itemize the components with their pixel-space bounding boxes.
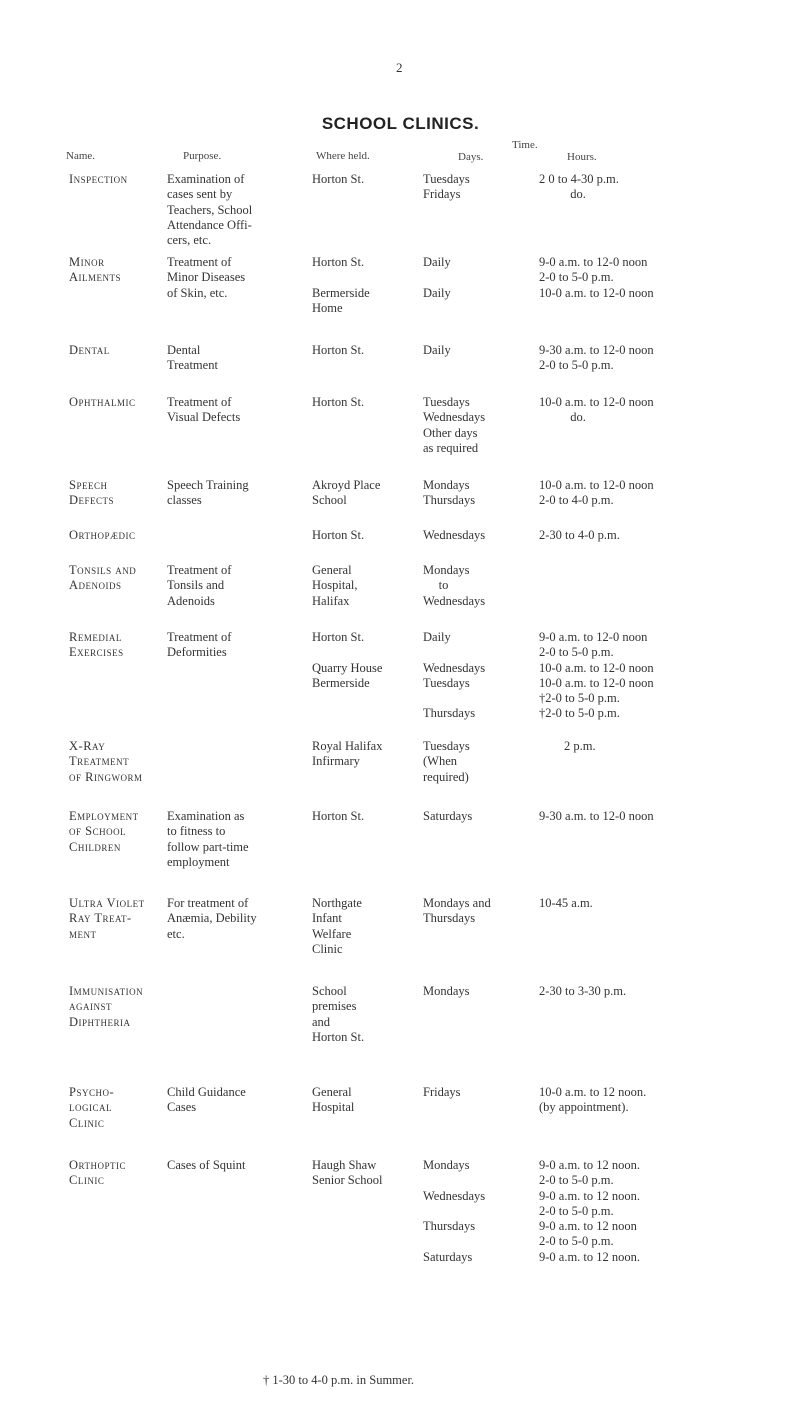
clinic-location: General Hospital [312,1085,355,1115]
clinic-name: X-Ray Treatment of Ringworm [69,739,143,784]
clinic-location: Horton St. [312,395,365,409]
clinic-name: Remedial Exercises [69,630,124,660]
clinic-hours: 10-45 a.m. [539,896,593,910]
clinic-purpose: Child Guidance Cases [167,1085,246,1115]
clinic-days: Daily Daily [423,255,451,300]
header-time: Time. [512,139,538,151]
page-number: 2 [396,60,403,75]
clinic-location: Royal Halifax Infirmary [312,739,383,769]
clinic-location: Northgate Infant Welfare Clinic [312,896,362,956]
page-title: SCHOOL CLINICS. [321,114,480,133]
clinic-days: Mondays Wednesdays Thursdays Saturdays [423,1158,486,1264]
clinic-days: Tuesdays Wednesdays Other days as required [423,395,486,455]
header-days: Days. [458,151,484,163]
clinic-purpose: Speech Training classes [167,478,249,508]
clinic-name: Dental [69,343,110,357]
clinic-location: Akroyd Place School [312,478,381,508]
clinic-purpose: Examination as to fitness to follow part-time employment [167,809,249,869]
clinic-location: Horton St. Bermerside Home [312,255,370,315]
clinic-hours: 2-30 to 3-30 p.m. [539,984,627,998]
clinic-days: Mondays and Thursdays [423,896,491,926]
clinic-name: Employment of School Children [69,809,139,854]
clinic-name: Ultra Violet Ray Treat- ment [69,896,145,941]
clinic-location: General Hospital, Halifax [312,563,358,608]
clinic-location: Horton St. [312,528,365,542]
clinic-name: Minor Ailments [69,255,122,285]
clinic-purpose: Treatment of Deformities [167,630,232,660]
clinic-days: Saturdays [423,809,473,823]
clinic-name: Orthopædic [69,528,136,542]
clinic-days: Tuesdays Fridays [423,172,470,202]
clinic-purpose: Treatment of Visual Defects [167,395,241,425]
clinic-hours: 9-0 a.m. to 12-0 noon 2-0 to 5-0 p.m. 10-0 a.m. to 12-0 noon 10-0 a.m. to 12-0 noon †2-0 to 5-0 p.m. †2-0 to 5-0 p.m. [539,630,654,721]
clinic-name: Ophthalmic [69,395,136,409]
header-where: Where held. [316,150,370,162]
clinic-hours: 9-0 a.m. to 12 noon. 2-0 to 5-0 p.m. 9-0 a.m. to 12 noon. 2-0 to 5-0 p.m. 9-0 a.m. to 12 noon 2-0 to 5-0 p.m. 9-0 a.m. to 12 noon. [539,1158,641,1264]
clinic-hours: 2 0 to 4-30 p.m. do. [539,172,619,202]
clinic-name: Immunisation against Diphtheria [69,984,144,1029]
clinic-days: Mondays [423,984,470,998]
clinic-location: Haugh Shaw Senior School [312,1158,383,1188]
clinic-days: Fridays [423,1085,461,1099]
clinic-name: Inspection [69,172,128,186]
footnote: † 1-30 to 4-0 p.m. in Summer. [263,1373,415,1387]
clinic-days: Wednesdays [423,528,486,542]
header-hours: Hours. [567,151,597,163]
clinic-name: Psycho- logical Clinic [69,1085,115,1130]
clinic-location: Horton St. [312,343,365,357]
clinic-location: Horton St. Quarry House Bermerside [312,630,383,690]
clinic-hours: 2 p.m. [539,739,596,753]
clinic-hours: 2-30 to 4-0 p.m. [539,528,620,542]
clinic-name: Tonsils and Adenoids [69,563,137,593]
clinic-purpose: Examination of cases sent by Teachers, School Attendance Offi- cers, etc. [167,172,253,248]
clinic-purpose: Treatment of Minor Diseases of Skin, etc. [167,255,246,300]
clinic-purpose: Treatment of Tonsils and Adenoids [167,563,232,608]
clinic-purpose: For treatment of Anæmia, Debility etc. [167,896,257,941]
clinic-days: Mondays to Wednesdays [423,563,486,608]
clinic-purpose: Cases of Squint [167,1158,246,1172]
clinic-name: Orthoptic Clinic [69,1158,126,1188]
clinic-location: Horton St. [312,809,365,823]
clinic-days: Daily Wednesdays Tuesdays Thursdays [423,630,486,721]
clinic-hours: 10-0 a.m. to 12-0 noon do. [539,395,654,425]
header-purpose: Purpose. [183,150,222,162]
clinic-purpose: Dental Treatment [167,343,218,373]
clinic-hours: 9-0 a.m. to 12-0 noon 2-0 to 5-0 p.m. 10-0 a.m. to 12-0 noon [539,255,654,300]
clinic-days: Mondays Thursdays [423,478,476,508]
clinic-name: Speech Defects [69,478,115,508]
clinic-hours: 9-30 a.m. to 12-0 noon [539,809,654,823]
clinic-hours: 10-0 a.m. to 12-0 noon 2-0 to 4-0 p.m. [539,478,654,508]
clinic-location: School premises and Horton St. [312,984,365,1044]
clinic-hours: 9-30 a.m. to 12-0 noon 2-0 to 5-0 p.m. [539,343,654,373]
clinic-location: Horton St. [312,172,365,186]
clinic-days: Tuesdays (When required) [423,739,470,784]
header-name: Name. [66,150,96,162]
clinic-hours: 10-0 a.m. to 12 noon. (by appointment). [539,1085,647,1115]
clinic-days: Daily [423,343,451,357]
